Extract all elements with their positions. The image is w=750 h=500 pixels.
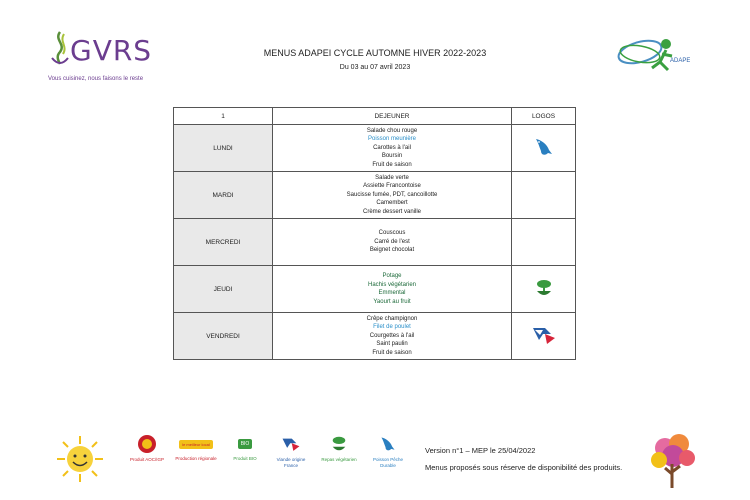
french-meat-icon (531, 324, 557, 346)
version-text: Version n°1 – MEP le 25/04/2022 (425, 446, 536, 455)
bio-label (225, 434, 265, 462)
brand-name: GVRS (70, 34, 153, 67)
dish: Crêpe champignon (366, 315, 418, 322)
dish: Assiette Francontoise (363, 183, 421, 190)
poisson-label (365, 434, 411, 468)
autumn-tree (645, 430, 700, 492)
viande-label (271, 434, 311, 468)
dish: Salade chou rouge (366, 127, 418, 134)
day-cell: MERCREDI (174, 219, 273, 266)
bio-badge (225, 434, 265, 454)
fish-icon (379, 434, 397, 454)
table-row (174, 313, 576, 360)
dishes-cell (273, 313, 512, 360)
dish: Beignet chocolat (369, 247, 415, 254)
dish: Salade verte (375, 174, 409, 181)
week-number-header: 1 (174, 108, 273, 125)
dish: Courgettes à l'ail (369, 332, 415, 339)
dish: Fruit de saison (372, 161, 412, 168)
logo-cell (512, 125, 576, 172)
viande-caption: Viande origine France (276, 457, 306, 468)
dish: Fruit de saison (372, 349, 412, 356)
vegetarian-icon (534, 277, 554, 299)
bio-badge-text: BIO (238, 439, 253, 449)
dish: Yaourt au fruit (373, 298, 411, 305)
dish: Saint paulin (376, 341, 408, 348)
table-row (174, 172, 576, 219)
adapei-logo (610, 30, 690, 80)
day-cell: JEUDI (174, 266, 273, 313)
disclaimer-text: Menus proposés sous réserve de disponibilité des produits. (425, 463, 623, 472)
day-cell: VENDREDI (174, 313, 273, 360)
sun-icon (55, 432, 105, 487)
menu-table (173, 107, 576, 360)
dishes-cell (273, 219, 512, 266)
poisson-caption: Poisson Pêche Durable (372, 457, 404, 468)
dish: Carottes à l'ail (373, 144, 411, 151)
brand-tagline: Vous cuisinez, nous faisons le reste (48, 76, 144, 82)
logo-cell (512, 172, 576, 219)
tree-icon (645, 430, 700, 492)
label-legend (55, 432, 415, 492)
aoc-seal-icon (137, 434, 157, 454)
vege-label (319, 434, 359, 463)
logos-header: LOGOS (512, 108, 576, 125)
regional-badge-text: le meilleur local (179, 440, 213, 449)
logo-cell (512, 313, 576, 360)
adapei-runner-icon (610, 30, 690, 80)
table-row (174, 266, 576, 313)
bio-caption: Produit BIO (233, 456, 257, 461)
regional-caption: Production régionale (175, 456, 217, 461)
sun-mascot (55, 432, 105, 488)
french-meat-icon (281, 434, 301, 454)
page-title: MENUS ADAPEI CYCLE AUTOMNE HIVER 2022-2023 (263, 48, 487, 58)
adapei-logo-text: ADAPEI (670, 58, 690, 64)
dish: Filet de poulet (373, 324, 411, 331)
page-subtitle: Du 03 au 07 avril 2023 (339, 64, 411, 71)
table-header-row (174, 108, 576, 125)
dish: Potage (382, 273, 402, 279)
day-cell: MARDI (174, 172, 273, 219)
table-row (174, 125, 576, 172)
regional-label (175, 434, 217, 462)
dish: Emmental (378, 290, 406, 296)
aoc-caption: Produit AOC/IGP (129, 457, 164, 462)
dish: Poisson meunière (367, 136, 417, 143)
dish: Crème dessert vanille (362, 208, 422, 215)
table-row (174, 219, 576, 266)
dishes-cell (273, 125, 512, 172)
regional-badge (175, 434, 217, 454)
fish-icon (533, 136, 555, 158)
logo-cell (512, 266, 576, 313)
dish: Carré de l'est (374, 238, 410, 245)
logo-cell (512, 219, 576, 266)
dish: Couscous (378, 230, 406, 237)
dish: Boursin (381, 153, 403, 160)
aoc-label (127, 434, 167, 463)
dishes-cell (273, 172, 512, 219)
day-cell: LUNDI (174, 125, 273, 172)
lunch-header: DEJEUNER (273, 108, 512, 125)
vege-caption: Repas végétarien (321, 457, 357, 462)
dish: Camembert (376, 200, 408, 207)
vegetarian-icon (330, 434, 348, 454)
dish: Saucisse fumée, PDT, cancoillotte (346, 191, 438, 198)
dishes-cell (273, 266, 512, 313)
dish: Hachis végétarien (367, 281, 417, 288)
